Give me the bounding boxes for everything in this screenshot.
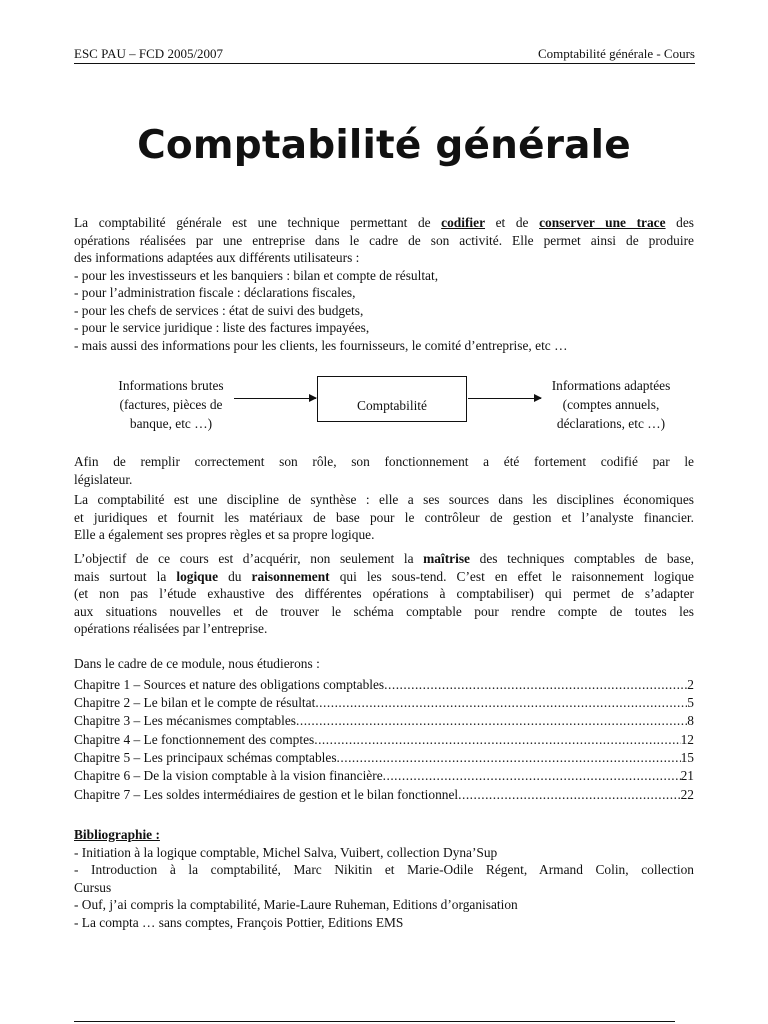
para3-text: du: [218, 568, 252, 584]
toc-entry-page: 12: [680, 731, 694, 747]
table-of-contents: [74, 655, 694, 804]
intro-text: et de: [485, 215, 540, 230]
diagram-output-line: (comptes annuels,: [562, 397, 660, 412]
para2-line-3: Elle a également ses propres règles et sa propre logique.: [74, 527, 375, 542]
para3-text: qui les sous-tend. C’est en effet le raisonnement logique: [329, 568, 694, 584]
intro-text: des: [665, 215, 694, 230]
para3-line-4: aux situations nouvelles et de trouver le schéma comptable pour rendre compte de toutes les: [74, 603, 694, 619]
toc-leader-dots: [384, 676, 687, 694]
para3-line-3: (et non pas l’étude exhaustive des différentes opérations à comptabiliser) qui permet de s’adapter: [74, 586, 694, 601]
toc-intro: Dans le cadre de ce module, nous étudierons :: [74, 656, 320, 671]
toc-leader-dots: [315, 694, 687, 712]
para3-line-5: opérations réalisées par l’entreprise.: [74, 621, 268, 636]
intro-line-2: opérations réalisées par une entreprise dans le cadre de son activité. Elle permet ainsi de produire: [74, 232, 694, 248]
bibliography: [74, 826, 694, 931]
accounting-flow-diagram: [74, 372, 694, 436]
paragraph-legislator: [74, 453, 694, 488]
intro-text: La comptabilité générale est une technique permettant de: [74, 215, 442, 230]
raisonnement-emphasis: raisonnement: [251, 568, 330, 584]
bibliography-entry: - Ouf, j’ai compris la comptabilité, Marie-Laure Ruheman, Editions d’organisation: [74, 897, 518, 912]
toc-entry-page: 21: [680, 768, 694, 784]
trace-emphasis: conserver une trace: [539, 215, 666, 230]
toc-entry-label: Chapitre 6 – De la vision comptable à la vision financière: [74, 768, 383, 784]
diagram-input-line: banque, etc …): [129, 416, 213, 431]
intro-list-item: - pour les investisseurs et les banquiers : bilan et compte de résultat,: [74, 267, 439, 283]
toc-entry-label: Chapitre 2 – Le bilan et le compte de résultat: [74, 694, 316, 710]
page-header: [74, 46, 695, 64]
intro-list-item: - pour les chefs de services : état de suivi des budgets,: [74, 302, 364, 318]
diagram-arrow-in: [234, 398, 316, 399]
para3-text: mais surtout la: [74, 568, 177, 584]
para1-line-1: Afin de remplir correctement son rôle, son fonctionnement a été fortement codifié par le: [74, 454, 694, 469]
paragraph-synthesis: [74, 491, 694, 544]
toc-entry-label: Chapitre 1 – Sources et nature des obligations comptables: [74, 676, 385, 692]
toc-entry-label: Chapitre 3 – Les mécanismes comptables: [74, 713, 296, 729]
intro-list-item: - pour le service juridique : liste des factures impayées,: [74, 320, 370, 335]
intro-line-1: [74, 214, 694, 232]
para3-line-2: [74, 568, 694, 586]
diagram-output-line: Informations adaptées: [551, 378, 671, 393]
bibliography-entry-continued: Cursus: [74, 879, 112, 895]
diagram-output-line: déclarations, etc …): [556, 416, 666, 431]
para3-text: des techniques comptables de base,: [470, 551, 694, 566]
toc-leader-dots: [383, 767, 681, 785]
paragraph-objective: [74, 550, 694, 638]
page-title: Comptabilité générale: [137, 123, 631, 168]
header-left: ESC PAU – FCD 2005/2007: [74, 46, 224, 61]
toc-entry-page: 5: [687, 694, 694, 710]
toc-entry: [74, 694, 694, 712]
diagram-input-label: [96, 376, 246, 433]
toc-entry: [74, 676, 694, 694]
toc-leader-dots: [314, 731, 680, 749]
intro-line-3: des informations adaptées aux différents utilisateurs :: [74, 250, 360, 265]
toc-entry: [74, 767, 694, 785]
toc-entry: [74, 731, 694, 749]
bibliography-entry: - La compta … sans comptes, François Pottier, Editions EMS: [74, 914, 404, 930]
toc-entry-label: Chapitre 4 – Le fonctionnement des comptes: [74, 731, 315, 747]
toc-entry-label: Chapitre 5 – Les principaux schémas comptables: [74, 750, 337, 766]
intro-list-item: - mais aussi des informations pour les clients, les fournisseurs, le comité d’entreprise, etc …: [74, 337, 568, 353]
para2-line-2: et juridiques et fournit les matériaux de base pour le contrôleur de gestion et l’analyste financier.: [74, 509, 694, 525]
diagram-input-line: (factures, pièces de: [119, 397, 223, 412]
bibliography-entry: - Initiation à la logique comptable, Michel Salva, Vuibert, collection Dyna’Sup: [74, 844, 498, 860]
toc-leader-dots: [458, 786, 680, 804]
maitrise-emphasis: maîtrise: [423, 551, 471, 566]
logique-emphasis: logique: [176, 568, 219, 584]
diagram-output-label: [526, 376, 696, 433]
toc-entry-page: 2: [687, 676, 694, 692]
toc-leader-dots: [296, 712, 687, 730]
bibliography-entry: - Introduction à la comptabilité, Marc Nikitin et Marie-Odile Régent, Armand Colin, collection: [74, 862, 694, 877]
header-right: Comptabilité générale - Cours: [537, 46, 695, 61]
toc-entry-page: 15: [680, 750, 694, 766]
diagram-center-box: Comptabilité: [317, 376, 467, 422]
toc-entry: [74, 749, 694, 767]
para3-line-1: [74, 550, 694, 568]
intro-list-item: - pour l’administration fiscale : déclarations fiscales,: [74, 285, 356, 300]
para2-line-1: La comptabilité est une discipline de synthèse : elle a ses sources dans les disciplines économiques: [74, 492, 694, 507]
toc-entry: [74, 786, 694, 804]
diagram-input-line: Informations brutes: [118, 378, 224, 393]
intro-paragraph: [74, 214, 694, 354]
toc-entry-label: Chapitre 7 – Les soldes intermédiaires de gestion et le bilan fonctionnel: [74, 786, 459, 802]
codifier-emphasis: codifier: [441, 215, 486, 230]
toc-entry: [74, 712, 694, 730]
toc-entry-page: 8: [687, 713, 694, 729]
para1-line-2: législateur.: [74, 471, 133, 487]
toc-leader-dots: [337, 749, 681, 767]
bibliography-heading: Bibliographie :: [74, 827, 160, 842]
para3-text: L’objectif de ce cours est d’acquérir, non seulement la: [74, 551, 424, 566]
footer-rule: [74, 1021, 675, 1022]
toc-entry-page: 22: [680, 786, 694, 802]
